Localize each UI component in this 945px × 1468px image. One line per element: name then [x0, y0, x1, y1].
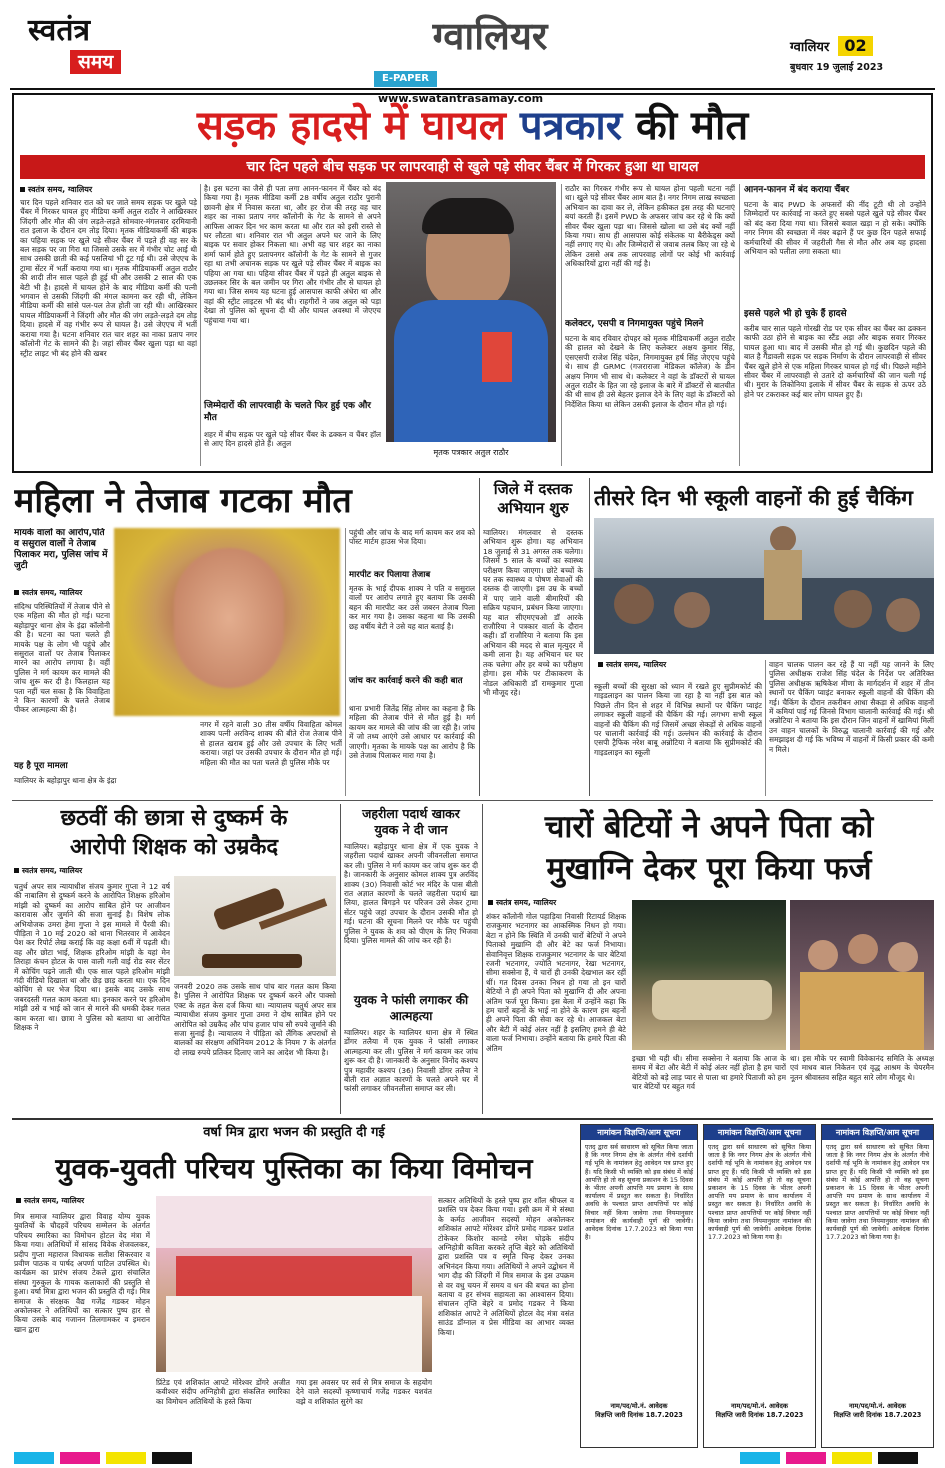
acid-kicker: मायके वालों का आरोप,पति व ससुराल वालों ने तेजाब पिलाकर मरा, पुलिस जांच में जुटी	[14, 528, 108, 571]
acid-col2: नगर में रहने वाली 30 तीस वर्षीय विवाहिता कोमल शाक्य पत्नी अरविन्द शाक्य की बीते रोज तेजाब पीने से हालत खराब हुई और उसे उपचार के लिए भर्ती कराया। जहां पर उसकी उपचार के दौरान मौत हो गई। महिला की मौत का पता चलते ही पुलिस मौके पर	[200, 720, 342, 767]
lead-strap: चार दिन पहले बीच सड़क पर लापरवाही से खुले पड़े सीवर चैंबर में गिरकर हुआ था घायल	[20, 155, 925, 179]
hanging-body: ग्वालियर। शहर के ग्वालियर थाना क्षेत्र में स्थित डोंगर तलैया में एक युवक ने फांसी लगाकर आत्महत्या कर ली। पुलिस ने मर्ग कायम कर जांच शुरू कर दी है। जानकारी के अनुसार विनोद कश्यप पुत्र महावीर कश्यप (36) निवासी डोंगर तलैया ने बीती रात अज्ञात कारणों के चलते अपने घर में फांसी लगाकर जीवनलीला समाप्त कर ली।	[344, 1028, 478, 1094]
lead-col4-subhead: आनन-फानन में बंद कराया चैंबर	[744, 185, 850, 195]
lead-col1: चार दिन पहले शनिवार रात को घर जाते समय सड़क पर खुले पड़े चैंबर में गिरकर घायल हुए मीडिया कर्मी अतुल राठौर ने आखिरकार जिंदगी और मौत की जंग लड़ते-लड़ते सोमवार-मंगलवार दरमियानी रात इलाज के दौरान दम तोड़ दिया। मृतक मीडियाकर्मी की बाइक का पहिया सड़क पर खुले पड़े सीवर चैंबर में पड़ते ही वह सर के बल सड़क पर जा गिरा था जिससे उसके सर में गंभीर चोट आई थी साथ उसकी छाती की कई पसलियां भी टूट गई थी। उसे जेएएच के ट्रामा सेंटर में भर्ती कराया गया था। मृतक मीडियाकर्मी अतुल राठौर की शादी तीन साल पहले ही हुई थी और उसकी 2 साल की एक बेटी भी है। हादसे में घायल होने के बाद मीडिया कर्मी की पत्नी भगवान से उसकी जिंदगी की मंगल कामना कर रही थी, लेकिन मीडिया कर्मी की सांसे पल-पल तेज होती जा रही थी। आखिरकार घायल मीडियाकर्मी ने जिंदगी और मौत की जंग लड़ते-लड़ते दम तोड़ दिया। हादसे में वह गंभीर रूप से घायल है। उसे जेएएच में भर्ती कराया गया है। घटना शनिवार रात चार शहर का नाका प्रताप नगर कॉलोनी गेट के सामने की है। जहां सीवर चैंबर खुला पड़ा था वहां स्ट्रीट लाइट भी बंद होने की खबर	[20, 198, 197, 358]
acid-col3-subhead2: जांच कर कार्रवाई करने की कही बात	[349, 676, 463, 686]
cmyk-magenta	[786, 1452, 826, 1464]
acid-col3-b: मृतक के भाई दीपक शाक्य ने पति व ससुराल वालों पर आरोप लगाते हुए बताया कि उसकी बहन की मारपीट कर उसे जबरन तेजाब पिला कर मार गया है। उसका कहना था कि उसकी छह वर्षीय बेटी ने उसे यह बात बताई है।	[349, 584, 475, 631]
lead-col4-subhead2: इससे पहले भी हो चुके हैं हादसे	[744, 309, 847, 319]
booklet-col2: प्रिंटेड एवं शशिकांत आपटे मोरेश्वर डोंगरे अजीत कवीश्वर संदीप अग्निहोत्री द्वारा संकलित स्मारिका का विमोचन अतिथियों के हस्ते किया	[156, 1378, 290, 1406]
acid-col3-c: थाना प्रभारी जितेंद्र सिंह तोमर का कहना है कि महिला की तेजाब पीने से मौत हुई है। मर्ग कायम कर मामले की जांच की जा रही है। जांच में जो तथ्य आएंगे उसे आधार पर कार्रवाई की जाएगी। मृतका के मायके पक्ष का आरोप है कि उसे तेजाब पिलाकर मारा गया है।	[349, 704, 475, 761]
acid-col1: संदिग्ध परिस्थितियों में तेजाब पीने से एक महिला की मौत हो गई। घटना बहोड़ापुर थाना क्षेत्र के इंद्रा कॉलोनी की है। घटना का पता चलते ही मायके पक्ष के लोग भी पहुंचे और ससुराल वालों पर तेजाब पिलाकर मारने का आरोप लगाया है। वहीं पुलिस ने मर्ग कायम कर मामले की जांच शुरू कर दी है। फिलहाल यह पता नहीं चल सका है कि विवाहिता ने किन कारणों के चलते तेजाब पीकर आत्महत्या की है।	[14, 602, 110, 715]
cmyk-cyan	[14, 1452, 54, 1464]
booklet-col1: मित्र समाज ग्वालियर द्वारा विवाह योग्य युवक युवतियों के चौदहवें परिचय सम्मेलन के अंतर्गत परिचय स्मारिका का विमोचन होटल वेद मंत्रा में किया गया। अतिथियों में सांसद विवेक शेजवलकर, प्रदीप गुप्ता महाराज विधायक सतीश सिकरवार व प्रवीण पाठक व पार्षद अपर्णा पाटिल उपस्थित थे। कार्यक्रम का प्रारंभ संजय टेकले द्वारा संचालित संस्था गुरुकुल के गायक कलाकारों की प्रस्तुति से हुआ। वर्षा मित्रा द्वारा भजन की प्रस्तुति दी गई। मित्र समाज के संरक्षक वैद्य गजेंद्र गडकर मोहन अकोलकर ने अतिथियों का सत्कार पुष्प हार से किया उसके बाद गजानन तिलगामकर व इमरान खान द्वारा	[14, 1212, 150, 1334]
site-url[interactable]: www.swatantrasamay.com	[378, 92, 544, 105]
acid-byline: स्वतंत्र समय, ग्वालियर	[14, 588, 110, 598]
teacher-byline: स्वतंत्र समय, ग्वालियर	[14, 866, 174, 876]
school-photo-bus-check	[594, 518, 934, 654]
school-byline: स्वतंत्र समय, ग्वालियर	[598, 660, 738, 670]
page-number: 02	[838, 36, 872, 56]
page-city: ग्वालियर	[790, 40, 830, 55]
issue-date: बुधवार 19 जुलाई 2023	[790, 62, 884, 73]
notice-3-title: नामांकन विज्ञप्ति/आम सूचना	[822, 1125, 933, 1140]
acid-col3-subhead: मारपीट कर पिलाया तेजाब	[349, 570, 431, 580]
notice-2-title: नामांकन विज्ञप्ति/आम सूचना	[704, 1125, 815, 1140]
poison-body: ग्वालियर। बहोड़ापुर थाना क्षेत्र में एक युवक ने जहरीला पदार्थ खाकर अपनी जीवनलीला समाप्त कर ली। पुलिस ने मर्ग कायम कर जांच शुरू कर दी है। जानकारी के अनुसार कोमल शाक्य पुत्र अरविंद शाक्य (30) निवासी कोर्ट भर मंदिर के पास बीती रात अज्ञात कारणों के चलते जहरीला पदार्थ खा लिया, हालत बिगड़ने पर परिजन उसे लेकर ट्रामा सेंटर पहुंचे जहां उपचार के दौरान उसकी मौत हो गई। घटना की सूचना मिलने पर मौके पर पहुंची पुलिस ने युवक के शव को पीएम के लिए भिजवा दिया। पुलिस मामले की जांच कर रही है।	[344, 842, 478, 946]
logo	[28, 14, 158, 76]
campaign-body: ग्वालियर। मंगलवार से दस्तक अभियान शुरू होगा। यह अभियान 18 जुलाई से 31 अगस्त तक चलेगा। जिसमें 5 साल के बच्चों का स्वास्थ्य परीक्षण किया जाएगा। छोटे बच्चों के घर तक स्वास्थ्य व पोषण सेवाओं की दस्तक दी जाएगी। इस उम्र के बच्चों में पाए जाने वाली बीमारियों की सक्रिय पहचान, प्रबंधन किया जाएगा। यह बात सीएमएचओ डॉ आरके राजौरिया ने पत्रकार वार्ता के दौरान कही। डॉ राजौरिया ने बताया कि इस अभियान की मदद से बाल मृत्युदर में कमी लाना है। यह अभियान घर घर तक चलेगा और हर बच्चे का परीक्षण होगा। इस मौके पर टीकाकरण के नोडल अधिकारी डॉ रामकुमार गुप्ता भी मौजूद रहे।	[483, 528, 583, 697]
byline-square-icon	[598, 662, 603, 667]
booklet-byline: स्वतंत्र समय, ग्वालियर	[16, 1196, 156, 1206]
lead-photo-caption: मृतक पत्रकार अतुल राठौर	[433, 448, 509, 457]
booklet-photo-launch	[156, 1196, 432, 1372]
lead-col3-subhead: कलेक्टर, एसपी व निगमायुक्त पहुंचे मिलने	[565, 319, 704, 329]
hanging-headline: युवक ने फांसी लगाकर की आत्महत्या	[353, 993, 469, 1023]
notice-3-body: एतद् द्वारा सर्व साधारण को सूचित किया जाता है कि नगर निगम क्षेत्र के अंतर्गत नीचे दर्शायी गई भूमि के नामांकन हेतु आवेदन पत्र प्राप्त हुए हैं। यदि किसी भी व्यक्ति को इस संबंध में कोई आपत्ति हो तो वह सूचना प्रकाशन के 15 दिवस के भीतर अपनी आपत्ति मय प्रमाण के साथ कार्यालय में प्रस्तुत कर सकता है। निर्धारित अवधि के पश्चात प्राप्त आपत्तियों पर कोई विचार नहीं किया जावेगा तथा नियमानुसार नामांकन की कार्यवाही पूर्ण की जावेगी। आवेदक दिनांक 17.7.2023 को किया गया है।	[826, 1143, 929, 1242]
daughters-col1: शंकर कॉलोनी गोल पहाड़िया निवासी रिटायर्ड शिक्षक राजकुमार भटनागर का आकस्मिक निधन हो गया। बेटा न होने कि स्थिति में उनकी चारों बेटियों ने अपने पिताको मुखाग्नि दी और बेटे का फर्ज निभाया। सेवानिवृत्त शिक्षक राजकुमार भटनागर के चार बेटियां रजनी भटनागर, ज्योति भटनागर, रेखा भटनागर, सीमा सक्सेना हैं, ये चारों ही उनकी देखभाल कर रहीं थीं। गत दिवस उनका निधन हो गया तो इन चारों बेटियों ने ही अपने पिता को मुखाग्नि दी और अपना अंतिम फर्ज पूरा किया। इस बेला में उन्होंने कहा कि हम चारों बहनों के भाई ना होने के कारण हम बहनों ही अपने पिता की सेवा कर रहे थे। आजकल बेटा और बेटी में कोई अंतर नहीं है इसलिए हमने ही बेटे वाला फर्ज निभाया। उन्होंने बताया कि हमारे पिता की अंतिम	[486, 912, 626, 1053]
notice-1-body: एतद् द्वारा सर्व साधारण को सूचित किया जाता है कि नगर निगम क्षेत्र के अंतर्गत नीचे दर्शायी गई भूमि के नामांकन हेतु आवेदन पत्र प्राप्त हुए हैं। यदि किसी भी व्यक्ति को इस संबंध में कोई आपत्ति हो तो वह सूचना प्रकाशन के 15 दिवस के भीतर अपनी आपत्ति मय प्रमाण के साथ कार्यालय में प्रस्तुत कर सकता है। निर्धारित अवधि के पश्चात प्राप्त आपत्तियों पर कोई विचार नहीं किया जावेगा तथा नियमानुसार नामांकन की कार्यवाही पूर्ण की जावेगी। आवेदक दिनांक 17.7.2023 को किया गया है।	[585, 1143, 693, 1242]
lead-col3: राठौर का गिरकर गंभीर रूप से घायल होना पहली घटना नहीं था। खुले पड़े सीवर चैंबर आम बात है। नगर निगम लाख स्वच्छता अभियान का दावा कर ले, लेकिन हकीकत इस तरह की घटनाएं बयां करती हैं। इसमें PWD के अफसर जांच कर रहे थे कि क्यों सीवर चैंबर खुला पड़ा था। जिससे खोला था उसे बंद क्यों नहीं किया गया। साथ ही आसपास कोई संकेतक या बैरीकेड्स क्यों नहीं लगाए गए थे। और जिम्मेदारों से जवाब तलब किए जा रहे थे लेकिन उससे अब तक लापरवाह लोगों पर कोई भी कार्रवाई अधिकारियों द्वारा नहीं की गई है।	[565, 184, 735, 269]
cmyk-black	[152, 1452, 192, 1464]
cmyk-magenta	[60, 1452, 100, 1464]
teacher-headline: छठवीं की छात्रा से दुष्कर्म के आरोपी शिक्षक को उम्रकैद	[60, 806, 288, 860]
notice-1-title: नामांकन विज्ञप्ति/आम सूचना	[581, 1125, 697, 1140]
cmyk-yellow	[832, 1452, 872, 1464]
cmyk-black	[878, 1452, 918, 1464]
notice-2-signature: नाम/पद/मो.नं. आवेदक	[731, 1402, 788, 1410]
cmyk-cyan	[740, 1452, 780, 1464]
teacher-col1: चतुर्थ अपर सत्र न्यायाधीश संजय कुमार गुप्ता ने 12 वर्ष की नाबालिग से दुष्कर्म करने के आरोपित शिक्षक हरिओम मांझी को दुष्कर्म का आरोप साबित होने पर आजीवन कारावास और जुर्माने की सजा सुनाई है। विशेष लोक अभियोजक उमरा हेमा गुप्ता ने इस मामले में पैरवी की। पीड़िता ने 10 मई 2020 को थाना भितरवार में आवेदन पेश कर रिपोर्ट लेख कराई कि वह कक्षा 6वीं में पढ़ती थी। वह और छोटा भाई, शिक्षक हरिओम मांझी के यहां मेन तिराहा कंचन होटल के पास वाली गली वाई रोड स्वर सेंटर में कोचिंग पढ़ने जाती थी। एक साल पहले हरिओम मांझी गंदी वीडियो दिखाता था और छेड़ छाड़ करता था। एक दिन कोचिंग से घर भेज दिया था। इसके बाद उसके साथ जबरदस्ती गलत काम करता था। इनकार करने पर हरिओम मांझी उसे व भाई को जान से मारने की धमकी देकर गलत काम करता था। छात्रा ने पुलिस को बताया था आरोपित शिक्षक ने	[14, 882, 170, 1033]
notice-3-signature: नाम/पद/मो.नं. आवेदक	[849, 1402, 906, 1410]
campaign-headline: जिले में दस्तक अभियान शुरु	[493, 480, 573, 517]
lead-col4: घटना के बाद PWD के अफसरों की नींद टूटी थी तो उन्होंने जिम्मेदारों पर कार्रवाई ना करते हुए सबसे पहले खुले पड़े सीवर चैंबर को बंद करा दिया गया था। जिससे बवाल खड़ा न हो सके। क्योंकि नगर निगम की स्वच्छता में नंबर बढ़ाने हैं पर कुछ दिन पहले सफाई कर्मचारियों की सीवर में जहरीली गैस से मौत और अब यह हादसा अभियान को पलीता लगा सकता था।	[744, 200, 926, 257]
lead-col2: है। इस घटना का जैसे ही पता लगा आनन-फानन में चैंबर को बंद किया गया है। मृतक मीडिया कर्मी 28 वर्षीय अतुल राठौर पुरानी छावनी क्षेत्र में निवास करता था, और हर रोज की तरह वह चार शहर का नाका प्रताप नगर कॉलोनी के गेट के सामने से अपने आफिस आकर दिन भर काम करता था और रात को इसी रास्ते से घर लौटता था। शनिवार रात भी अतुल अपने घर जाने के लिए बाइक पर सवार होकर निकला था। अभी वह चार शहर का नाका शर्मा फार्म होते हुए प्रतापनगर कॉलोनी के गेट के सामने से गुजर रहा था तभी अचानक सड़क पर खुले पड़े सीवर चैंबर में बाइक का पहिया आ गया था। पहिया सीवर चैंबर में पड़ते ही अतुल बाइक से उछलकर सिर के बल जमीन पर गिरा और गंभीर तौर से घायल हो गया था। जिस समय यह घटना हुई आसपास काफी अंधेरा था और वहां की स्ट्रीट लाइटस भी बंद थी। राहगीरों ने जब अतुल को पड़ा देखा तो पुलिस को सूचना दी थी और घायल अवस्था में जेएएच पहुंचाया गया था।	[204, 184, 381, 325]
acid-photo-woman-blurred	[114, 528, 340, 716]
byline-square-icon	[16, 1198, 21, 1203]
daughters-photo-mourners	[790, 900, 934, 1050]
masthead-rule	[10, 88, 935, 90]
daughters-byline: स्वतंत्र समय, ग्वालियर	[488, 898, 628, 908]
notice-3-footer: विज्ञप्ति जारी दिनांक 18.7.2023	[833, 1411, 922, 1419]
school-col1: स्कूली बच्चों की सुरक्षा को ध्यान में रखते हुए सुप्रीमकोर्ट की गाइडलाइन का पालन किया जा रहा है या नहीं इस बात को पिछले तीन दिन से शहर में विभिन्न स्थानों पर चैकिंग प्वाइंट लगाकर स्कूली वाहनों की चैकिंग की गई। लगभग सभी स्कूल वाहनों की चैकिंग की गई जिसमें अच्छा सेकड़ों से अधिक वाहनों पर चालानी कार्रवाई की गई। उल्लंघन की कार्रवाई के दौरान एसपी ट्रैफिक नरेश बाबू अन्नोटिया ने बताया कि सुप्रीमकोर्ट की गाइडलाइन का स्कूली	[594, 682, 762, 757]
notice-1-footer: विज्ञप्ति जारी दिनांक 18.7.2023	[595, 1411, 683, 1419]
notice-1	[580, 1124, 698, 1448]
acid-col1-b: ग्वालियर के बहोड़ापुर थाना क्षेत्र के इंद्रा	[14, 776, 117, 785]
acid-headline: महिला ने तेजाब गटका मौत	[14, 481, 352, 521]
notice-2-footer: विज्ञप्ति जारी दिनांक 18.7.2023	[715, 1411, 804, 1419]
epaper-bar	[374, 66, 604, 105]
byline-square-icon	[20, 187, 25, 192]
logo-top: स्वतंत्र	[28, 13, 91, 48]
page-info	[790, 36, 930, 82]
lead-photo-journalist	[386, 182, 556, 442]
cmyk-yellow	[106, 1452, 146, 1464]
lead-col3-b: घटना के बाद रविवार दोपहर को मृतक मीडियाकर्मी अतुल राठौर की हालत को देखने के लिए कलेक्टर अक्षय कुमार सिंह, एसएसपी राजेश सिंह चंदेल, निगमायुक्त हर्ष सिंह जेएएच पहुंचे थे। साथ ही GRMC (गजराराजा मेडिकल कॉलेज) के डीन अक्षय निगम भी साथ थे। कलेक्टर ने वहां के डॉक्टरों से घायल अतुल राठौर के हित जा रहे इलाज के बारे में डॉक्टरों से बातचीत की थी साथ ही उसे बेहतर इलाज देने के लिए वहां के डॉक्टरों को निर्देशित किया था लेकिन उसकी इलाज के दौरान मौत हो गई।	[565, 334, 735, 409]
byline-square-icon	[488, 900, 493, 905]
daughters-col3: था। इस मौके पर स्वामी विवेकानंद समिति के अध्यक्ष एवं माधव बाल निकेतन एवं वृद्ध आश्रम के चेयरमैन नूतन श्रीवास्तव सहित बहुत सारे लोग मौजूद थे।	[790, 1054, 934, 1082]
notice-2-body: एतद् द्वारा सर्व साधारण को सूचित किया जाता है कि नगर निगम क्षेत्र के अंतर्गत नीचे दर्शायी गई भूमि के नामांकन हेतु आवेदन पत्र प्राप्त हुए हैं। यदि किसी भी व्यक्ति को इस संबंध में कोई आपत्ति हो तो वह सूचना प्रकाशन के 15 दिवस के भीतर अपनी आपत्ति मय प्रमाण के साथ कार्यालय में प्रस्तुत कर सकता है। निर्धारित अवधि के पश्चात प्राप्त आपत्तियों पर कोई विचार नहीं किया जावेगा तथा नियमानुसार नामांकन की कार्यवाही पूर्ण की जावेगी। आवेदक दिनांक 17.7.2023 को किया गया है।	[708, 1143, 811, 1242]
booklet-col4: सत्कार अतिथियों के हस्ते पुष्प हार शॉल श्रीफल व प्रशस्ति पत्र देकर किया गया। इसी क्रम में मे संस्था के कर्मठ आजीवन सदस्यों मोहन अकोलकर शशिकांत आपटे मोरेश्वर डोंगरे प्रमोद गडकर प्रशांत टोकेकर किशोर कानडे रमेश घोड़के संदीप अग्निहोत्री कविता करकरे तृप्ति बेहरे को अतिथियों द्वारा प्रशस्ति पत्र व स्मृति चिन्ह देकर उनका अभिनंदन किया गया। अतिथियों ने अपने उद्बोधन में भाग दौड़ की जिंदगी में मित्र समाज के इस उपक्रम से वर वधु चयन में समय व धन की बचत का होना बताया व हर संभव सहायता का आश्वासन दिया। संचालन तृप्ति बेहरे व प्रमोद गडकर ने किया शशिकांत आपटे ने अतिथियों होटल वेद मंत्रा वसंत साउंड डॉग्नाल व प्रेस मीडिया का आभार व्यक्त किया।	[438, 1196, 574, 1337]
logo-bottom: समय	[70, 50, 121, 74]
daughters-headline: चारों बेटियों ने अपने पिता को मुखाग्नि देकर पूरा किया फर्ज	[544, 809, 874, 887]
byline-square-icon	[14, 590, 19, 595]
acid-col3: पहुंची और जांच के बाद मर्ग कायम कर शव को पोस्ट मार्टम हाउस भेज दिया।	[349, 528, 475, 547]
school-headline: तीसरे दिन भी स्कूली वाहनों की हुई चैकिंग	[594, 486, 913, 510]
lead-byline: स्वतंत्र समय, ग्वालियर	[20, 184, 200, 195]
lead-col4-b: करीब चार साल पहले गोरखी रोड पर एक सीवर का चैंबर का ढक्कन काफी उठा होने से बाइक का स्टैंड अड़ा और बाइक सवार गिरकर घायल हुआ था। बाद में उसकी मौत हो गई थी। कुछदिन पहले की बात है गैंडावली सड़क पर सड़क निर्माण के दौरान लापरवाही से सीवर चैंबर खुले होने से एक महिला गिरकर घायल हो गई थी। पिछले महीने सीवर चैंबर में लापरवाही से उतारे दो कर्मचारियों की जान चली गई थी। मुरार के तिकोनिया इलाके में सीवर चैंबर के सड़क से ऊपर उठे होने पर टकराकर कई बार लोग घायल हुए हैं।	[744, 324, 926, 399]
lead-col2-subhead: जिम्मेदारों की लापरवाही के चलते फिर हुई एक और मौत	[204, 401, 371, 423]
booklet-kicker: वर्षा मित्र द्वारा भजन की प्रस्तुति दी गई	[203, 1125, 385, 1140]
daughters-photo-cremation	[632, 900, 786, 1050]
daughters-col2: इच्छा भी यही थी। सीमा सक्सेना ने बताया कि आज के समय में बेटा और बेटी में कोई अंतर नहीं होता है हम चारों बेटियों को बड़े लाड़ प्यार से पाला था हमारे पिताजी को हम चार बेटियों पर बहुत गर्व	[632, 1054, 786, 1092]
teacher-photo-gavel	[174, 876, 336, 976]
masthead	[0, 0, 945, 105]
lead-col2-b: शहर में बीच सड़क पर खुले पड़े सीवर चैंबर के ढक्कन व चैंबर हॉल से आए दिन हादसे होते हैं। अतुल	[204, 430, 381, 449]
notice-3	[821, 1124, 934, 1448]
notice-2	[703, 1124, 816, 1448]
booklet-headline: युवक-युवती परिचय पुस्तिका का किया विमोचन	[55, 1152, 533, 1185]
byline-square-icon	[14, 868, 19, 873]
edition-title: ग्वालियर	[432, 14, 548, 58]
booklet-col3: गया इस अवसर पर सर्व से मित्र समाज के सहयोग देने वाले सदस्यों कृष्णाचार्य गजेंद्र गडकर यशवंत वझे व शशिकांत सुरंगे का	[296, 1378, 432, 1406]
acid-col1-subhead: यह है पूरा मामला	[14, 761, 68, 771]
epaper-label: E-PAPER	[374, 71, 437, 87]
notice-1-signature: नाम/पद/मो.नं. आवेदक	[610, 1402, 668, 1410]
school-col2: वाहन चालक पालन कर रहे हैं या नहीं यह जानने के लिए पुलिस अधीक्षक राजेश सिंह चंदेल के निर्देश पर अतिरिक्त पुलिस अधीक्षक ऋषिकेश मीणा के मार्गदर्शन में शहर में तीन स्थानों पर चैकिंग प्वाइंट बनाकर स्कूली वाहनों की चैकिंग की गई। चैकिंग के दौरान तकरीबन आधा सैकड़ा से अधिक वाहनों में कमियां पाई गई जिनसे विभाग चालानी कार्रवाई की गई। श्री अन्नोटिया ने बताया कि इस दौरान जिन वाहनों में खामियां मिलीं उन वाहन चालकों के विरुद्ध चालानी कार्रवाई की गई और समझाइश दी गई कि भविष्य में वाहनों में किसी प्रकार की कमी न मिले।	[769, 660, 934, 754]
poison-headline: जहरीला पदार्थ खाकर युवक ने दी जान	[362, 806, 460, 837]
lead-headline: सड़क हादसे में घायल पत्रकार की मौत	[196, 103, 749, 149]
teacher-col2: जनवरी 2020 तक उसके साथ पांच बार गलत काम किया है। पुलिस ने आरोपित शिक्षक पर दुष्कर्म करने और पाक्सो एक्ट के तहत केस दर्ज किया था। न्यायालय चतुर्थ अपर सत्र न्यायाधीश संजय कुमार गुप्ता उमरा ने दोष साबित होने पर आरोपित को उम्रकैद और पांच हजार पांच सौ रुपये जुर्माने की सजा सुनाई है। न्यायालय ने पीड़िता को लैंगिक अपराधों से बालकों का संरक्षण अधिनियम 2012 के नियम 7 के अंतर्गत दो लाख रुपये प्रतिकर दिलाए जाने का आदेश भी किया है।	[174, 982, 336, 1057]
